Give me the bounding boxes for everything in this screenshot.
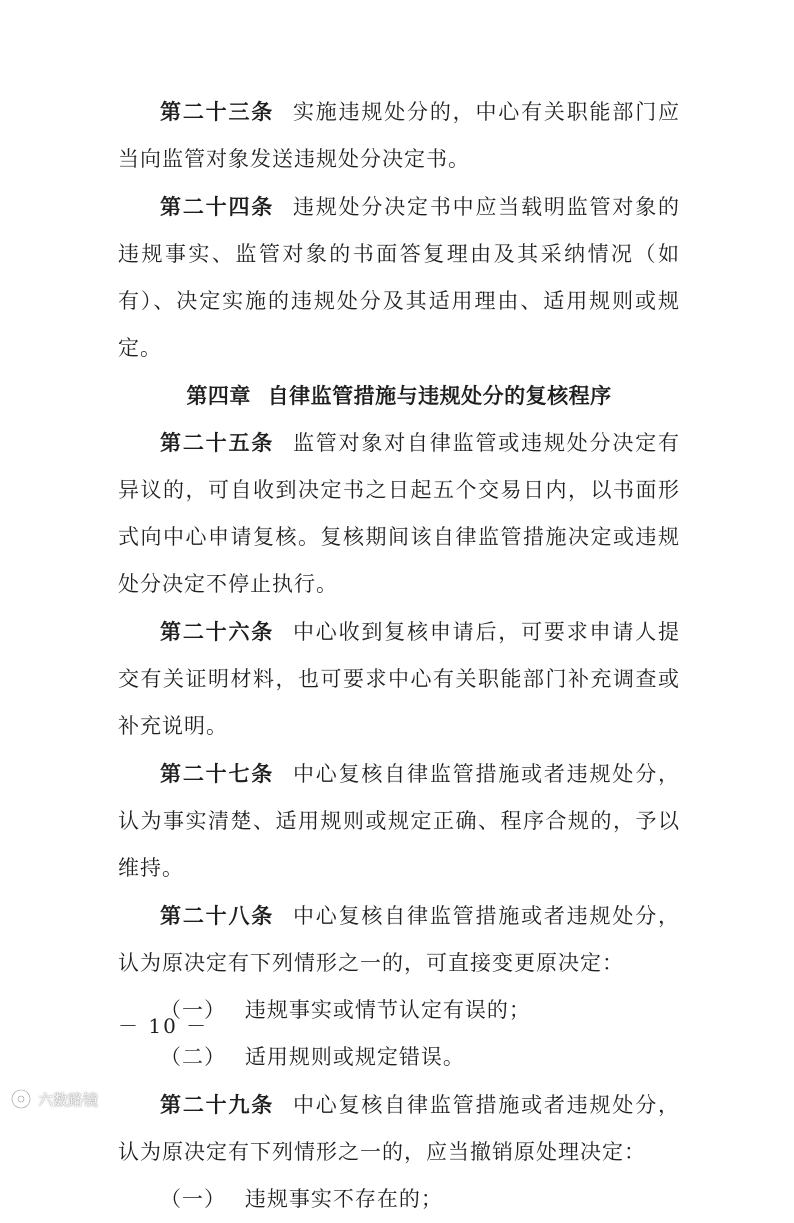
article-text: 违规处分决定书中应当载明监管对象的违规事实、监管对象的书面答复理由及其采纳情况（如有）、决定实施的违规处分及其适用理由、适用规则或规定。: [118, 195, 681, 360]
article-text: 监管对象对自律监管或违规处分决定有异议的，可自收到决定书之日起五个交易日内，以书面形式向中心申请复核。复核期间该自律监管措施决定或违规处分决定不停止执行。: [118, 431, 681, 596]
page-number: － 10 －: [118, 1014, 209, 1038]
article-23: [118, 88, 680, 183]
article-text: 实施违规处分的，中心有关职能部门应当向监管对象发送违规处分决定书。: [118, 100, 681, 171]
chapter-title: 自律监管措施与违规处分的复核程序: [267, 383, 612, 408]
article-number: 第二十五条: [160, 430, 275, 455]
article-27: [118, 750, 680, 892]
article-29: [118, 1081, 680, 1176]
article-text: 中心复核自律监管措施或者违规处分，认为原决定有下列情形之一的，可直接变更原决定：: [118, 904, 681, 975]
item-number: （一）: [160, 1187, 226, 1211]
article-24: [118, 183, 680, 372]
item-text: 违规事实或情节认定有误的；: [244, 998, 531, 1022]
article-number: 第二十三条: [160, 99, 275, 124]
article-number: 第二十四条: [160, 194, 275, 219]
article-text: 中心复核自律监管措施或者违规处分，认为事实清楚、适用规则或规定正确、程序合规的，予以维持。: [118, 762, 681, 880]
document-body: [118, 88, 680, 1223]
item-number: （二）: [160, 1045, 226, 1069]
article-number: 第二十九条: [160, 1092, 275, 1117]
list-item: [118, 1034, 680, 1081]
item-text: 适用规则或规定错误。: [244, 1045, 465, 1069]
article-text: 中心收到复核申请后，可要求申请人提交有关证明材料，也可要求中心有关职能部门补充调查或补充说明。: [118, 620, 681, 738]
article-text: 中心复核自律监管措施或者违规处分，认为原决定有下列情形之一的，应当撤销原处理决定：: [118, 1093, 681, 1164]
item-number: （一）: [160, 998, 226, 1022]
chapter-heading: [118, 372, 680, 419]
article-26: [118, 608, 680, 750]
item-text: 违规事实不存在的；: [244, 1187, 443, 1211]
logo-icon: [10, 1088, 32, 1110]
article-25: [118, 419, 680, 608]
article-number: 第二十六条: [160, 619, 275, 644]
article-28: [118, 892, 680, 987]
article-number: 第二十八条: [160, 903, 275, 928]
list-item: [118, 1176, 680, 1223]
watermark-text: 六数路镜: [38, 1090, 99, 1109]
chapter-number: 第四章: [186, 383, 251, 408]
watermark: [10, 1088, 98, 1110]
article-number: 第二十七条: [160, 761, 275, 786]
